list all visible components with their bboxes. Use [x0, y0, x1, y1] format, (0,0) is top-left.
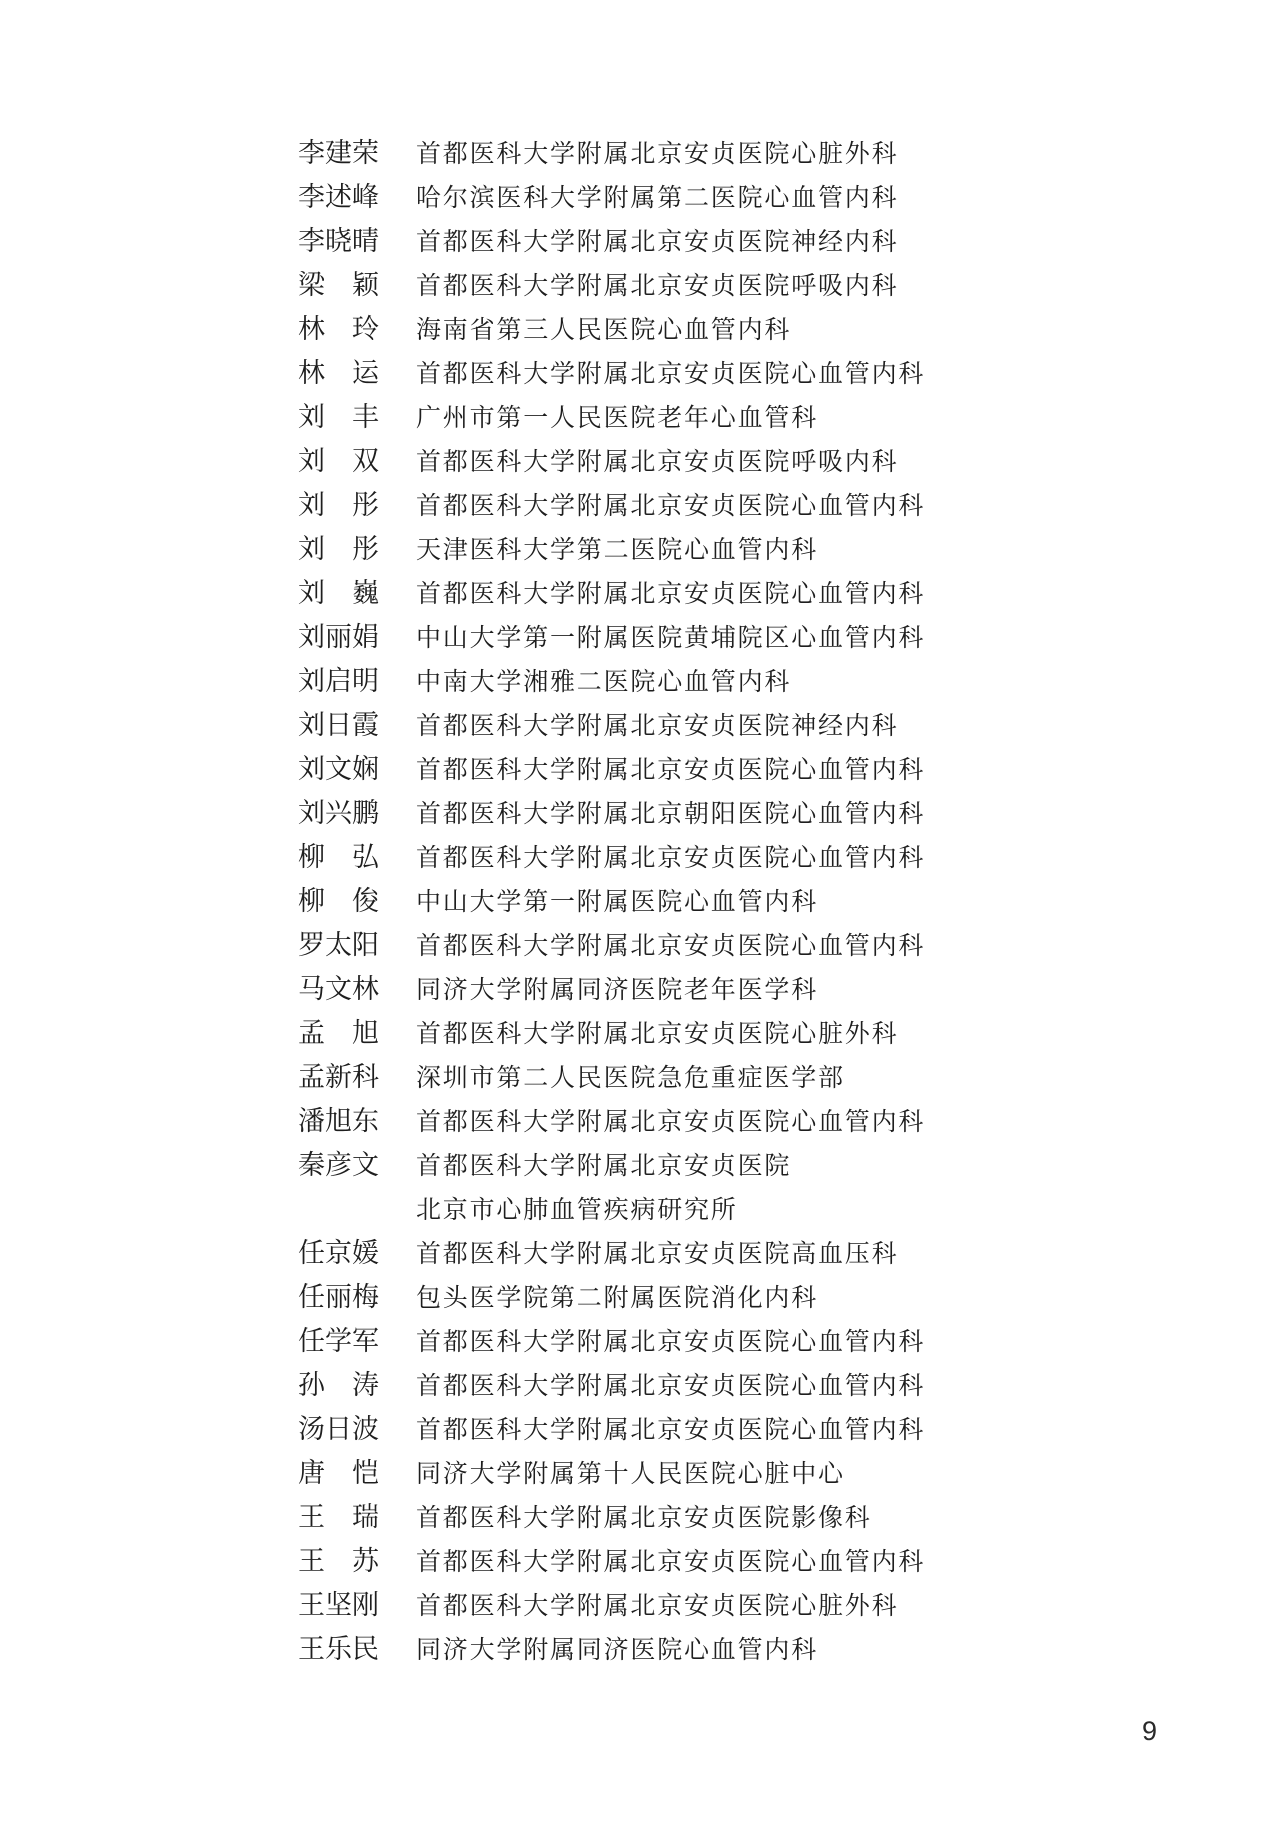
page-number: 9: [1141, 1716, 1157, 1746]
list-item: [298, 1232, 1198, 1276]
list-item: [298, 748, 1198, 792]
contributor-affiliation: 首都医科大学附属北京安贞医院神经内科: [416, 227, 899, 256]
list-item: [298, 308, 1198, 352]
list-item: [298, 352, 1198, 396]
contributor-affiliation: 首都医科大学附属北京安贞医院心脏外科: [416, 1591, 899, 1620]
contributor-affiliation: 首都医科大学附属北京安贞医院心血管内科: [416, 1327, 926, 1356]
list-item: [298, 660, 1198, 704]
list-item: [298, 528, 1198, 572]
contributor-name: 孟 旭: [298, 1018, 379, 1049]
contributor-affiliation: 中山大学第一附属医院黄埔院区心血管内科: [416, 623, 926, 652]
contributor-name: 刘 丰: [298, 402, 379, 433]
list-item: [298, 484, 1198, 528]
list-item: [298, 132, 1198, 176]
list-item: [298, 176, 1198, 220]
contributor-affiliation: 首都医科大学附属北京朝阳医院心血管内科: [416, 799, 926, 828]
contributor-affiliation: 首都医科大学附属北京安贞医院呼吸内科: [416, 271, 899, 300]
list-item: [298, 1540, 1198, 1584]
contributor-name: 唐 恺: [298, 1458, 379, 1489]
list-item: [298, 1320, 1198, 1364]
contributor-affiliation: 广州市第一人民医院老年心血管科: [416, 403, 819, 432]
contributor-name: 罗太阳: [298, 930, 379, 961]
contributor-affiliation: 首都医科大学附属北京安贞医院高血压科: [416, 1239, 899, 1268]
contributor-affiliation: 首都医科大学附属北京安贞医院心脏外科: [416, 1019, 899, 1048]
contributor-affiliation: 同济大学附属同济医院老年医学科: [416, 975, 819, 1004]
contributor-name: 秦彦文: [298, 1150, 379, 1181]
contributor-affiliation: 首都医科大学附属北京安贞医院心血管内科: [416, 491, 926, 520]
contributor-affiliation: 同济大学附属第十人民医院心脏中心: [416, 1459, 845, 1488]
list-item: [298, 1496, 1198, 1540]
contributor-name: 任丽梅: [298, 1282, 379, 1313]
list-item: [298, 880, 1198, 924]
contributor-name: 汤日波: [298, 1414, 379, 1445]
contributor-affiliation: 深圳市第二人民医院急危重症医学部: [416, 1063, 845, 1092]
contributor-affiliation: 首都医科大学附属北京安贞医院: [416, 1151, 792, 1180]
contributor-name: 林 运: [298, 358, 379, 389]
contributor-name: 刘文娴: [298, 754, 379, 785]
contributor-affiliation: 首都医科大学附属北京安贞医院心血管内科: [416, 1415, 926, 1444]
contributor-affiliation: 首都医科大学附属北京安贞医院心血管内科: [416, 1107, 926, 1136]
contributor-affiliation: 首都医科大学附属北京安贞医院心血管内科: [416, 931, 926, 960]
list-item: [298, 1144, 1198, 1188]
contributor-name: 王 苏: [298, 1546, 379, 1577]
contributor-affiliation: 同济大学附属同济医院心血管内科: [416, 1635, 819, 1664]
list-item: [298, 968, 1198, 1012]
list-item: [298, 792, 1198, 836]
list-item: [298, 1100, 1198, 1144]
contributor-affiliation: 首都医科大学附属北京安贞医院影像科: [416, 1503, 872, 1532]
contributor-affiliation: 首都医科大学附属北京安贞医院心血管内科: [416, 843, 926, 872]
list-item: [298, 1408, 1198, 1452]
contributor-name: 刘 双: [298, 446, 379, 477]
contributor-name: 刘日霞: [298, 710, 379, 741]
contributor-name: 刘 彤: [298, 490, 379, 521]
contributor-name: 李述峰: [298, 182, 379, 213]
contributor-affiliation: 首都医科大学附属北京安贞医院呼吸内科: [416, 447, 899, 476]
list-item: [298, 440, 1198, 484]
list-item: [298, 572, 1198, 616]
contributor-name: 李晓晴: [298, 226, 379, 257]
contributor-name: 刘丽娟: [298, 622, 379, 653]
contributor-list: [298, 132, 1198, 1672]
contributor-name: 任学军: [298, 1326, 379, 1357]
contributor-name: 柳 弘: [298, 842, 379, 873]
contributor-name: 林 玲: [298, 314, 379, 345]
contributor-name: 王坚刚: [298, 1590, 379, 1621]
list-item: [298, 704, 1198, 748]
contributor-name: 刘启明: [298, 666, 379, 697]
contributor-affiliation: 中南大学湘雅二医院心血管内科: [416, 667, 792, 696]
list-item: [298, 616, 1198, 660]
list-item: [298, 1364, 1198, 1408]
list-item: [298, 264, 1198, 308]
list-item-continuation: [298, 1188, 1198, 1232]
contributor-name: 王 瑞: [298, 1502, 379, 1533]
contributor-affiliation: 首都医科大学附属北京安贞医院心血管内科: [416, 1371, 926, 1400]
contributor-affiliation: 北京市心肺血管疾病研究所: [416, 1195, 738, 1224]
contributor-affiliation: 天津医科大学第二医院心血管内科: [416, 535, 819, 564]
contributor-name: 任京媛: [298, 1238, 379, 1269]
list-item: [298, 1584, 1198, 1628]
contributor-affiliation: 首都医科大学附属北京安贞医院心血管内科: [416, 579, 926, 608]
contributor-name: 孟新科: [298, 1062, 379, 1093]
list-item: [298, 836, 1198, 880]
list-item: [298, 1276, 1198, 1320]
contributor-name: 刘兴鹏: [298, 798, 379, 829]
contributor-affiliation: 首都医科大学附属北京安贞医院心血管内科: [416, 755, 926, 784]
contributor-affiliation: 首都医科大学附属北京安贞医院心血管内科: [416, 1547, 926, 1576]
list-item: [298, 1056, 1198, 1100]
list-item: [298, 1012, 1198, 1056]
contributor-name: 刘 彤: [298, 534, 379, 565]
contributor-affiliation: 哈尔滨医科大学附属第二医院心血管内科: [416, 183, 899, 212]
contributor-name: 潘旭东: [298, 1106, 379, 1137]
contributor-name: 梁 颖: [298, 270, 379, 301]
list-item: [298, 1628, 1198, 1672]
contributor-name: 王乐民: [298, 1634, 379, 1665]
contributor-affiliation: 包头医学院第二附属医院消化内科: [416, 1283, 819, 1312]
contributor-affiliation: 首都医科大学附属北京安贞医院心脏外科: [416, 139, 899, 168]
contributor-name: 柳 俊: [298, 886, 379, 917]
contributor-affiliation: 首都医科大学附属北京安贞医院神经内科: [416, 711, 899, 740]
list-item: [298, 396, 1198, 440]
contributor-affiliation: 海南省第三人民医院心血管内科: [416, 315, 792, 344]
contributor-name: 刘 巍: [298, 578, 379, 609]
list-item: [298, 924, 1198, 968]
contributor-name: 马文林: [298, 974, 379, 1005]
contributor-affiliation: 中山大学第一附属医院心血管内科: [416, 887, 819, 916]
contributor-name: 李建荣: [298, 138, 379, 169]
contributor-affiliation: 首都医科大学附属北京安贞医院心血管内科: [416, 359, 926, 388]
list-item: [298, 1452, 1198, 1496]
contributor-name: 孙 涛: [298, 1370, 379, 1401]
list-item: [298, 220, 1198, 264]
